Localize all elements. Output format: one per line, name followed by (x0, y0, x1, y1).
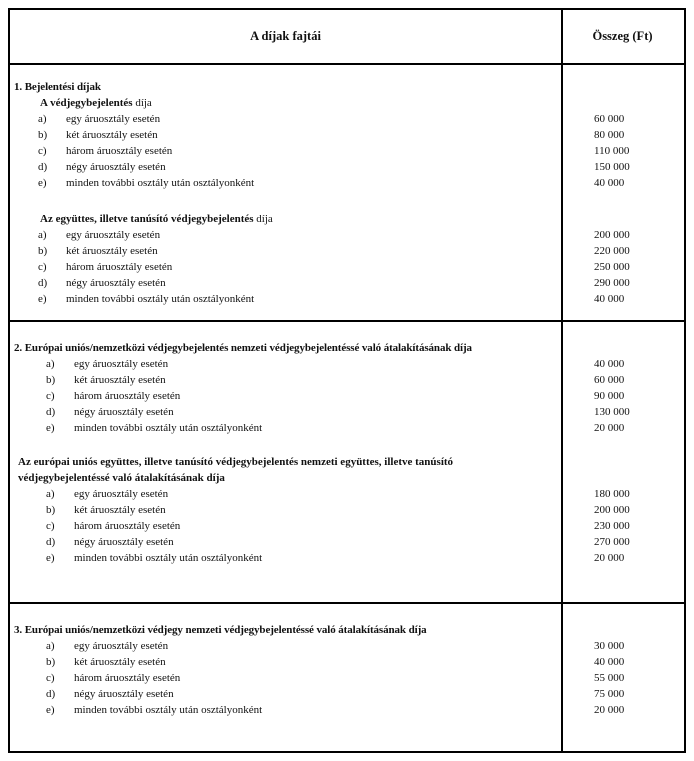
amount-value: 40 000 (594, 656, 625, 668)
amount-value: 40 000 (594, 177, 625, 189)
block-heading-bold-text: Az együttes, illetve tanúsító védjegybejelentés (40, 213, 254, 225)
block-heading-line-1: Az európai uniós együttes, illetve tanúsító védjegybejelentés nemzeti együttes, illetve tanúsító (18, 456, 454, 468)
fee-item-label: d) (38, 161, 48, 173)
fee-item (46, 356, 561, 372)
fee-item (46, 638, 561, 654)
block-heading-line-2: védjegybejelentéssé való átalakításának díja (18, 472, 225, 484)
amount-value: 290 000 (594, 277, 630, 289)
fee-item-text: egy áruosztály esetén (66, 229, 161, 241)
amount-value: 20 000 (594, 704, 625, 716)
section-amount-column (561, 604, 684, 751)
amount-value: 130 000 (594, 406, 630, 418)
fee-item-text: egy áruosztály esetén (74, 488, 169, 500)
fee-item (38, 159, 561, 175)
amount-value: 250 000 (594, 261, 630, 273)
fee-item (46, 654, 561, 670)
fee-item-text: három áruosztály esetén (66, 261, 173, 273)
fee-item-label: a) (46, 488, 55, 500)
fee-item-text: két áruosztály esetén (66, 129, 158, 141)
amount-value: 20 000 (594, 422, 625, 434)
fee-item (46, 404, 561, 420)
fee-item-text: minden további osztály után osztályonként (66, 177, 255, 189)
fee-item-label: d) (46, 536, 56, 548)
block-heading (40, 95, 561, 111)
fee-item (46, 702, 561, 718)
fee-item-label: d) (46, 688, 56, 700)
fee-item-text: egy áruosztály esetén (74, 640, 169, 652)
fee-item (46, 372, 561, 388)
fee-item-text: három áruosztály esetén (66, 145, 173, 157)
section-bejelentesi-dijak (10, 63, 684, 320)
amount-group (594, 227, 684, 307)
amount-value: 150 000 (594, 161, 630, 173)
section-amount-column (561, 65, 684, 320)
amount-group (594, 111, 684, 191)
fee-item (46, 502, 561, 518)
section-left-column (10, 65, 561, 320)
fee-item-text: minden további osztály után osztályonként (74, 704, 263, 716)
fee-item-label: c) (46, 390, 55, 402)
fee-item-label: e) (38, 293, 47, 305)
section-left-column (10, 322, 561, 602)
fee-item-text: két áruosztály esetén (74, 374, 166, 386)
amount-value: 180 000 (594, 488, 630, 500)
column-header-fee-types: A díjak fajtái (250, 29, 321, 43)
amount-group (594, 486, 684, 566)
amount-value: 200 000 (594, 229, 630, 241)
amount-group (594, 356, 684, 436)
fee-item-text: minden további osztály után osztályonként (74, 552, 263, 564)
fee-item-text: négy áruosztály esetén (74, 536, 174, 548)
section-eu-vedjegy-atalakitas (10, 602, 684, 751)
amount-value: 270 000 (594, 536, 630, 548)
fee-item (38, 143, 561, 159)
section-title: 1. Bejelentési díjak (14, 81, 101, 93)
fee-item-label: c) (46, 520, 55, 532)
fee-item (38, 227, 561, 243)
fee-item-label: b) (46, 374, 56, 386)
fee-item (46, 686, 561, 702)
block-heading-regular-text: díja (253, 213, 273, 225)
block-heading (40, 211, 561, 227)
section-left-column (10, 604, 561, 751)
fee-item (46, 388, 561, 404)
fee-item-label: b) (38, 245, 48, 257)
fee-item-text: négy áruosztály esetén (74, 688, 174, 700)
fee-item-text: két áruosztály esetén (74, 504, 166, 516)
amount-value: 55 000 (594, 672, 625, 684)
column-header-amount: Összeg (Ft) (592, 29, 653, 43)
fee-item-text: minden további osztály után osztályonként (66, 293, 255, 305)
fee-item-label: d) (38, 277, 48, 289)
fee-item-label: a) (46, 640, 55, 652)
fee-item-label: e) (46, 552, 55, 564)
fee-item-label: d) (46, 406, 56, 418)
fee-item-text: négy áruosztály esetén (66, 277, 166, 289)
fee-item-label: a) (38, 229, 47, 241)
fee-item (46, 670, 561, 686)
fee-table (8, 8, 686, 753)
amount-value: 90 000 (594, 390, 625, 402)
amount-group (594, 638, 684, 718)
fee-item-text: három áruosztály esetén (74, 672, 181, 684)
fee-item (38, 175, 561, 191)
fee-item (38, 111, 561, 127)
amount-value: 40 000 (594, 358, 625, 370)
fee-item-text: egy áruosztály esetén (66, 113, 161, 125)
section-eu-vedjegybejelentes-atalakitas (10, 320, 684, 602)
fee-item-label: b) (46, 656, 56, 668)
fee-item (38, 127, 561, 143)
section-title: 3. Európai uniós/nemzetközi védjegy nemzeti védjegybejelentéssé való átalakításának díja (14, 624, 427, 636)
fee-item (46, 534, 561, 550)
section-amount-column (561, 322, 684, 602)
amount-value: 230 000 (594, 520, 630, 532)
fee-item-text: három áruosztály esetén (74, 520, 181, 532)
amount-value: 80 000 (594, 129, 625, 141)
fee-item-text: egy áruosztály esetén (74, 358, 169, 370)
amount-value: 75 000 (594, 688, 625, 700)
fee-item (46, 420, 561, 436)
fee-item-label: c) (46, 672, 55, 684)
amount-value: 110 000 (594, 145, 630, 157)
column-divider-line (561, 10, 563, 751)
fee-item-text: négy áruosztály esetén (74, 406, 174, 418)
table-header-row (10, 10, 684, 63)
amount-value: 60 000 (594, 113, 625, 125)
fee-item (46, 486, 561, 502)
amount-value: 200 000 (594, 504, 630, 516)
amount-value: 60 000 (594, 374, 625, 386)
fee-item-text: két áruosztály esetén (66, 245, 158, 257)
fee-table-inner (10, 10, 684, 751)
amount-value: 220 000 (594, 245, 630, 257)
section-title: 2. Európai uniós/nemzetközi védjegybejelentés nemzeti védjegybejelentéssé való átalakításának díja (14, 342, 472, 354)
amount-value: 20 000 (594, 552, 625, 564)
fee-item-label: e) (46, 704, 55, 716)
fee-item (38, 259, 561, 275)
fee-item-label: b) (46, 504, 56, 516)
block-heading-bold-text: A védjegybejelentés (40, 97, 133, 109)
fee-item-label: b) (38, 129, 48, 141)
block-heading-regular-text: díja (132, 97, 152, 109)
fee-item (38, 291, 561, 307)
fee-item (38, 275, 561, 291)
fee-item (38, 243, 561, 259)
fee-item-label: a) (46, 358, 55, 370)
fee-item-label: c) (38, 145, 47, 157)
fee-item-label: c) (38, 261, 47, 273)
fee-item-text: minden további osztály után osztályonként (74, 422, 263, 434)
fee-item-label: a) (38, 113, 47, 125)
fee-item (46, 550, 561, 566)
fee-item-label: e) (38, 177, 47, 189)
amount-value: 30 000 (594, 640, 625, 652)
fee-item-label: e) (46, 422, 55, 434)
fee-item-text: négy áruosztály esetén (66, 161, 166, 173)
fee-item (46, 518, 561, 534)
fee-item-text: két áruosztály esetén (74, 656, 166, 668)
amount-value: 40 000 (594, 293, 625, 305)
fee-item-text: három áruosztály esetén (74, 390, 181, 402)
